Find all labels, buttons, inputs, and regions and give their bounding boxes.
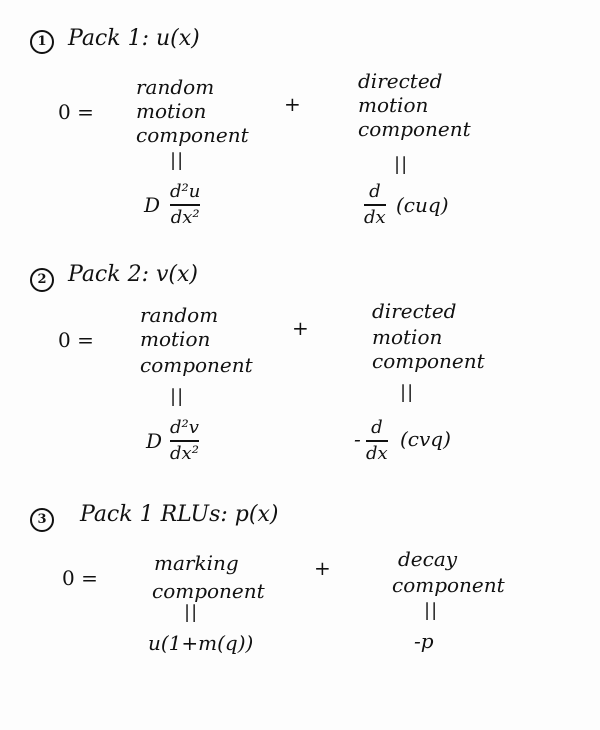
section-number-1: 1 (30, 30, 54, 54)
section-1-directed-line-3: component (358, 117, 471, 141)
section-3-decay-expression: -p (414, 629, 434, 653)
section-2-random-line-1: random (140, 303, 219, 327)
section-1-random-coef: D (144, 193, 161, 217)
section-1-lhs: 0 = (58, 100, 94, 124)
section-2-directed-sign: - (354, 427, 361, 451)
section-3-lhs: 0 = (62, 566, 98, 590)
section-1-directed-denominator: dx (364, 207, 386, 228)
section-2-directed-numerator: d (371, 417, 383, 438)
section-number-2: 2 (30, 268, 54, 292)
section-2-random-line-3: component (140, 353, 253, 377)
section-2-directed-line-2: motion (372, 325, 443, 349)
section-2-random-numerator: d²v (170, 417, 199, 438)
section-1-random-equals: || (170, 150, 185, 171)
section-1-directed-numerator: d (369, 181, 381, 202)
section-2-lhs: 0 = (58, 328, 94, 352)
section-1-directed-tail: (cuq) (396, 193, 449, 217)
section-3-heading: Pack 1 RLUs: p(x) (80, 502, 279, 527)
section-1-heading: Pack 1: u(x) (68, 26, 200, 51)
section-2-random-denominator: dx² (170, 443, 199, 464)
fraction-bar (170, 204, 200, 206)
section-1-random-fraction (170, 182, 200, 228)
section-3-marking-expression: u(1+m(q)) (148, 631, 254, 655)
section-1-random-line-3: component (136, 123, 249, 147)
section-1-random-numerator: d²u (170, 181, 201, 202)
section-2-random-fraction (170, 418, 199, 464)
section-1-directed-fraction (364, 182, 386, 228)
section-1-directed-equals: || (394, 154, 409, 175)
section-3-decay-line-2: component (392, 573, 505, 597)
section-2-directed-line-3: component (372, 349, 485, 373)
section-3-decay-line-1: decay (398, 547, 458, 571)
fraction-bar (366, 440, 388, 442)
section-1-random-denominator: dx² (170, 207, 200, 228)
section-3-plus: + (314, 556, 331, 580)
section-2-random-equals: || (170, 386, 185, 407)
section-number-3: 3 (30, 508, 54, 532)
section-2-directed-tail: (cvq) (400, 427, 451, 451)
section-2-directed-line-1: directed (372, 299, 457, 323)
section-2-random-line-2: motion (140, 327, 211, 351)
section-1-directed-line-1: directed (358, 69, 443, 93)
section-2-directed-denominator: dx (366, 443, 388, 464)
section-2-directed-fraction (366, 418, 388, 464)
section-2-heading: Pack 2: v(x) (68, 262, 198, 287)
section-3-marking-line-1: marking (154, 551, 239, 575)
fraction-bar (170, 440, 199, 442)
fraction-bar (364, 204, 386, 206)
section-2-directed-equals: || (400, 382, 415, 403)
section-2-plus: + (292, 316, 309, 340)
section-1-random-line-2: motion (136, 99, 207, 123)
section-1-random-line-1: random (136, 75, 215, 99)
section-2-random-coef: D (146, 429, 163, 453)
section-1-plus: + (284, 92, 301, 116)
section-3-marking-equals: || (184, 602, 199, 623)
section-3-marking-line-2: component (152, 579, 265, 603)
section-3-decay-equals: || (424, 600, 439, 621)
section-1-directed-line-2: motion (358, 93, 429, 117)
